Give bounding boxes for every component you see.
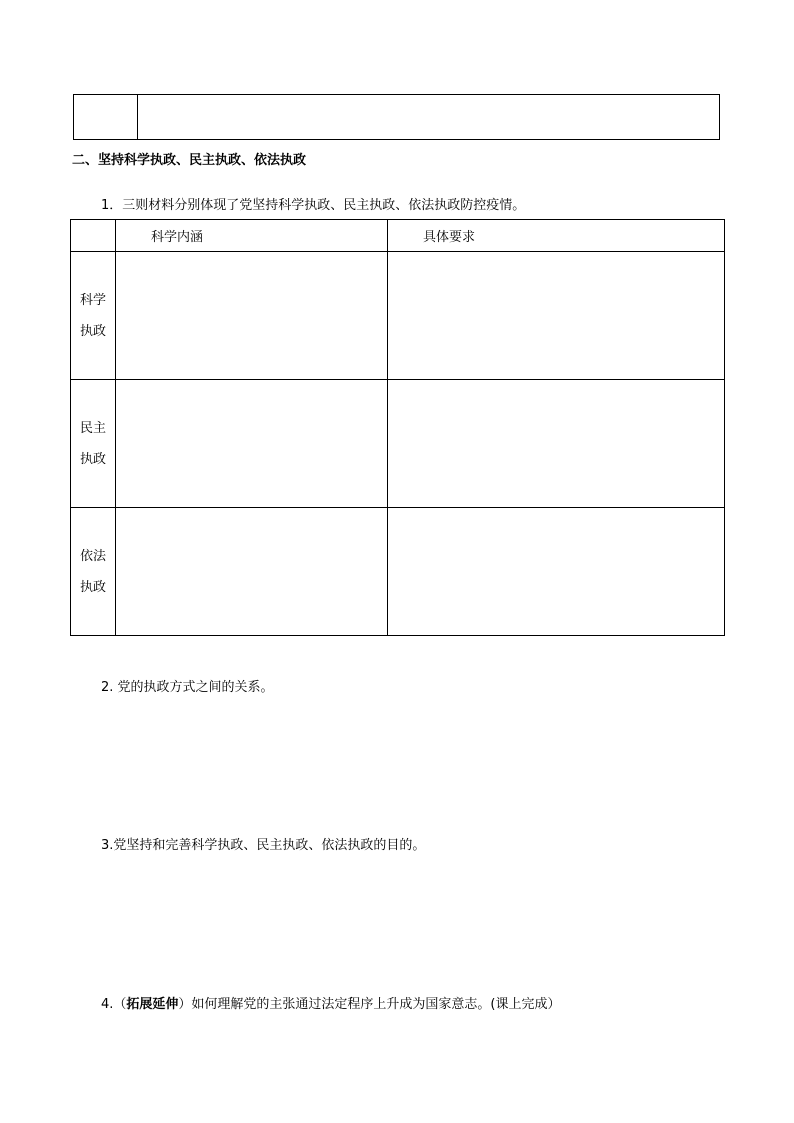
question-2: 2. 党的执政方式之间的关系。 xyxy=(101,680,274,695)
header-empty-cell xyxy=(71,220,116,252)
top-answer-table xyxy=(73,94,720,140)
answer-cell[interactable] xyxy=(116,380,388,508)
row-label: 依法 执政 xyxy=(71,508,116,636)
execution-table xyxy=(70,219,724,634)
answer-cell[interactable] xyxy=(116,252,388,380)
section-title: 二、坚持科学执政、民主执政、依法执政 xyxy=(72,153,307,168)
question-3: 3.党坚持和完善科学执政、民主执政、依法执政的目的。 xyxy=(101,838,426,853)
table-divider xyxy=(137,95,138,139)
question-4 xyxy=(101,993,561,1012)
row-label: 科学 执政 xyxy=(71,252,116,380)
header-specific-requirements: 具体要求 xyxy=(388,220,725,252)
answer-cell[interactable] xyxy=(388,380,725,508)
question-4-bold: 拓展延伸 xyxy=(126,997,179,1012)
answer-cell[interactable] xyxy=(116,508,388,636)
answer-cell[interactable] xyxy=(388,252,725,380)
table-row xyxy=(71,252,725,380)
question-1: 1．三则材料分别体现了党坚持科学执政、民主执政、依法执政防控疫情。 xyxy=(101,198,526,213)
table-row xyxy=(71,508,725,636)
question-4-suffix: ）如何理解党的主张通过法定程序上升成为国家意志。(课上完成） xyxy=(178,997,561,1012)
answer-cell[interactable] xyxy=(388,508,725,636)
header-scientific-meaning: 科学内涵 xyxy=(116,220,388,252)
row-label: 民主 执政 xyxy=(71,380,116,508)
question-4-prefix: 4.（ xyxy=(101,997,127,1012)
table-row xyxy=(71,380,725,508)
table-header-row xyxy=(71,220,725,252)
